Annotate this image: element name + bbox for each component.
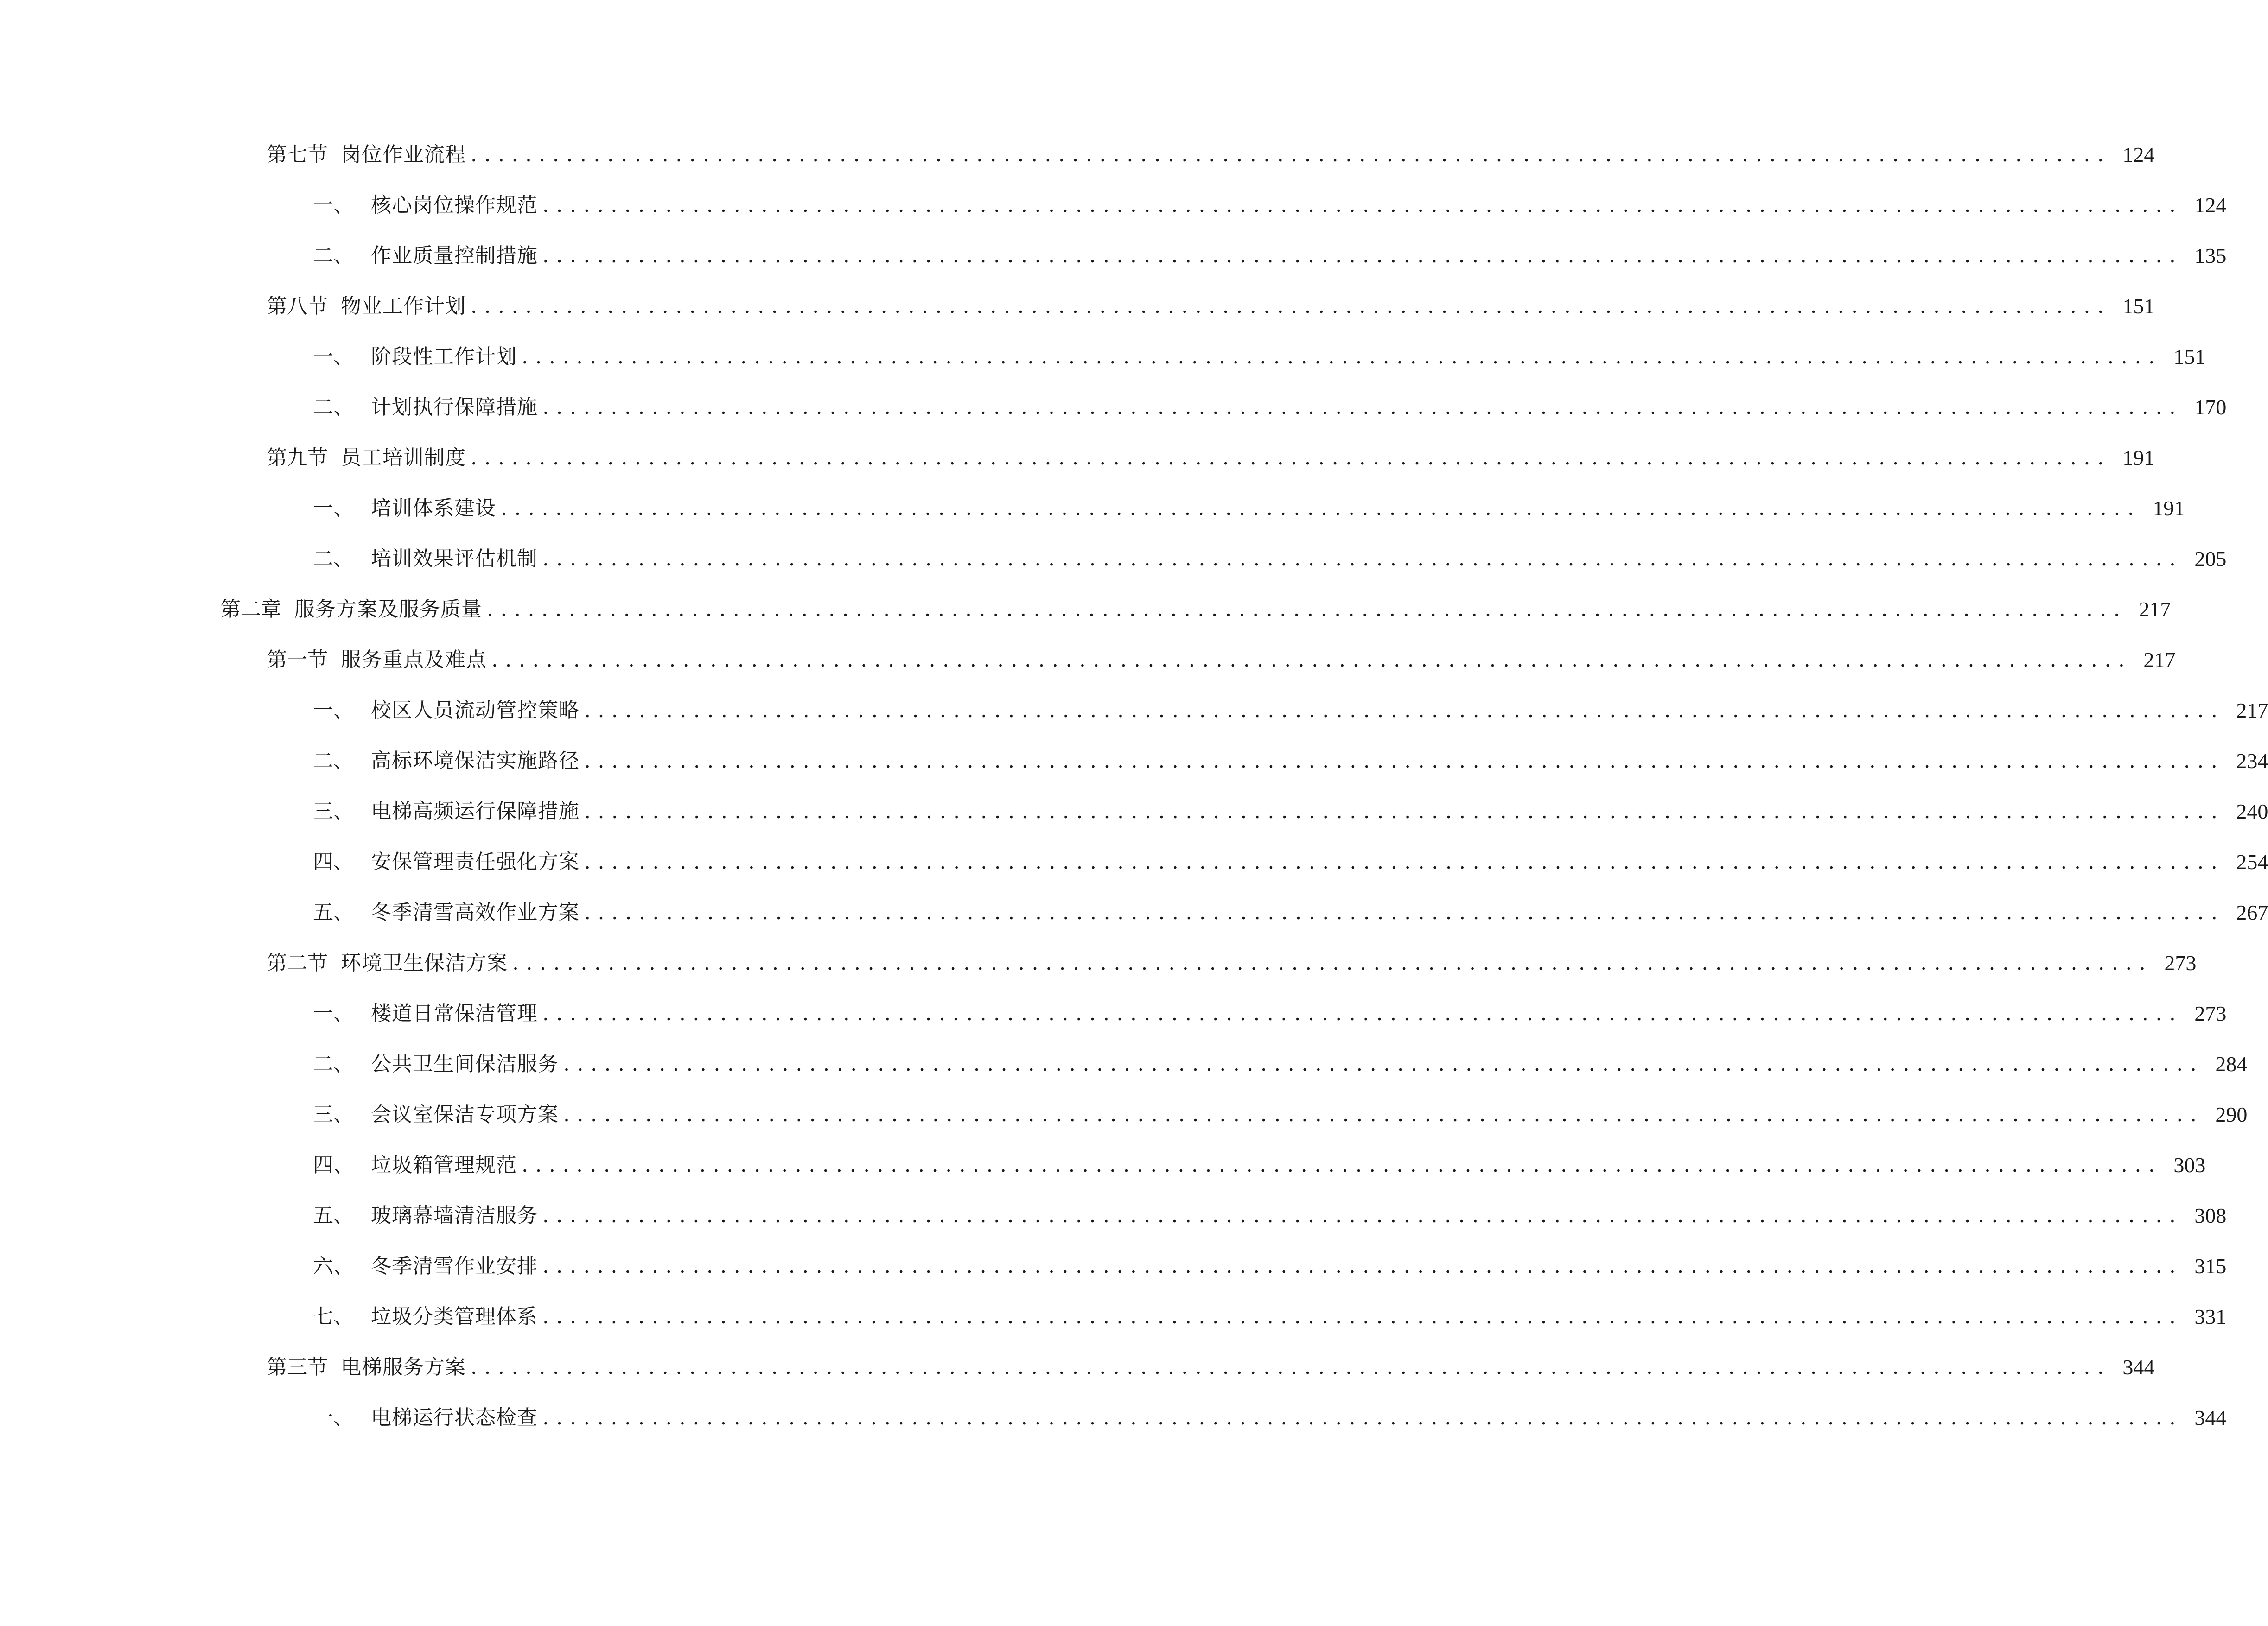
toc-entry-page: 135: [2194, 244, 2227, 267]
toc-entry-number: 第七节: [267, 143, 328, 166]
toc-dot-leader: ........................................................................................................................: [542, 193, 2183, 217]
toc-entry-page: 303: [2173, 1153, 2206, 1177]
toc-entry-page: 191: [2122, 446, 2155, 470]
toc-entry-number: 一、: [313, 1406, 354, 1429]
toc-entry[interactable]: [313, 1248, 2227, 1285]
toc-entry-title: 培训体系建设: [371, 496, 496, 520]
toc-entry-title: 冬季清雪高效作业方案: [371, 901, 580, 924]
toc-entry-title: 电梯服务方案: [341, 1355, 466, 1379]
toc-dot-leader: ........................................................................................................................: [512, 951, 2153, 975]
toc-entry-title: 培训效果评估机制: [371, 547, 538, 571]
toc-entry-page: 151: [2173, 345, 2206, 368]
toc-entry-title: 安保管理责任强化方案: [371, 850, 580, 874]
toc-entry-page: 254: [2236, 850, 2268, 874]
toc-entry-number: 四、: [313, 850, 354, 874]
toc-dot-leader: ........................................................................................................................: [471, 446, 2111, 470]
toc-entry[interactable]: [313, 338, 2206, 375]
toc-entry-number: 一、: [313, 345, 354, 368]
toc-entry[interactable]: [267, 136, 2155, 173]
toc-entry-number: 第一节: [267, 648, 328, 672]
toc-entry[interactable]: [267, 945, 2197, 982]
toc-entry-number: 第八节: [267, 294, 328, 318]
toc-entry-title: 公共卫生间保洁服务: [371, 1052, 559, 1076]
toc-entry-number: 六、: [313, 1254, 354, 1278]
toc-dot-leader: ........................................................................................................................: [584, 699, 2225, 722]
toc-entry-page: 151: [2122, 294, 2155, 318]
toc-entry[interactable]: [313, 995, 2227, 1032]
toc-dot-leader: ........................................................................................................................: [542, 1406, 2183, 1429]
toc-entry[interactable]: [313, 793, 2268, 830]
toc-entry-number: 第九节: [267, 446, 328, 470]
toc-entry-title: 玻璃幕墙清洁服务: [371, 1204, 538, 1227]
toc-entry-title: 计划执行保障措施: [371, 395, 538, 419]
toc-entry-number: 一、: [313, 496, 354, 520]
toc-entry[interactable]: [313, 490, 2185, 527]
toc-entry-page: 344: [2194, 1406, 2227, 1429]
toc-entry-number: 二、: [313, 244, 354, 267]
toc-entry-page: 217: [2139, 597, 2171, 621]
toc-entry[interactable]: [267, 288, 2155, 325]
toc-entry-title: 阶段性工作计划: [371, 345, 517, 368]
toc-entry-number: 七、: [313, 1305, 354, 1328]
toc-dot-leader: ........................................................................................................................: [471, 294, 2111, 318]
toc-entry-title: 会议室保洁专项方案: [371, 1103, 559, 1126]
toc-dot-leader: ........................................................................................................................: [542, 1204, 2183, 1227]
toc-dot-leader: ........................................................................................................................: [584, 800, 2225, 823]
toc-entry-number: 五、: [313, 1204, 354, 1227]
toc-entry-title: 作业质量控制措施: [371, 244, 538, 267]
toc-entry-title: 电梯运行状态检查: [371, 1406, 538, 1429]
toc-entry[interactable]: [313, 894, 2268, 931]
toc-dot-leader: ........................................................................................................................: [542, 1305, 2183, 1328]
toc-entry-page: 273: [2164, 951, 2197, 975]
toc-entry[interactable]: [267, 642, 2176, 679]
toc-entry[interactable]: [267, 439, 2155, 476]
toc-dot-leader: ........................................................................................................................: [563, 1052, 2204, 1076]
toc-entry-page: 290: [2215, 1103, 2248, 1126]
toc-dot-leader: ........................................................................................................................: [522, 1153, 2162, 1177]
toc-dot-leader: ........................................................................................................................: [584, 901, 2225, 924]
toc-entry-page: 267: [2236, 901, 2268, 924]
toc-entry[interactable]: [220, 591, 2171, 628]
toc-entry-title: 电梯高频运行保障措施: [371, 800, 580, 823]
toc-entry-number: 一、: [313, 699, 354, 722]
toc-dot-leader: ........................................................................................................................: [584, 850, 2225, 874]
toc-entry[interactable]: [313, 1096, 2248, 1133]
toc-entry[interactable]: [313, 1147, 2206, 1184]
toc-entry[interactable]: [313, 237, 2227, 274]
toc-entry[interactable]: [313, 743, 2268, 780]
toc-dot-leader: ........................................................................................................................: [542, 1254, 2183, 1278]
toc-dot-leader: ........................................................................................................................: [501, 496, 2141, 520]
toc-entry-title: 垃圾分类管理体系: [371, 1305, 538, 1328]
toc-entry-page: 240: [2236, 800, 2268, 823]
toc-entry[interactable]: [313, 389, 2227, 426]
toc-entry-number: 二、: [313, 1052, 354, 1076]
toc-entry-number: 五、: [313, 901, 354, 924]
toc-entry-title: 员工培训制度: [341, 446, 466, 470]
toc-entry-title: 高标环境保洁实施路径: [371, 749, 580, 773]
toc-entry-title: 服务重点及难点: [341, 648, 487, 672]
toc-dot-leader: ........................................................................................................................: [584, 749, 2225, 773]
toc-entry-title: 环境卫生保洁方案: [341, 951, 508, 975]
toc-entry-number: 二、: [313, 395, 354, 419]
toc-entry-number: 第二章: [220, 597, 281, 621]
toc-entry[interactable]: [313, 540, 2227, 578]
toc-entry[interactable]: [313, 844, 2268, 881]
toc-entry-page: 217: [2143, 648, 2176, 672]
toc-entry-number: 二、: [313, 749, 354, 773]
toc-dot-leader: ........................................................................................................................: [542, 547, 2183, 571]
toc-entry-page: 170: [2194, 395, 2227, 419]
toc-entry[interactable]: [313, 1298, 2227, 1335]
toc-entry-number: 四、: [313, 1153, 354, 1177]
toc-entry-page: 234: [2236, 749, 2268, 773]
toc-entry-page: 308: [2194, 1204, 2227, 1227]
toc-entry[interactable]: [313, 1197, 2227, 1234]
toc-entry-title: 楼道日常保洁管理: [371, 1002, 538, 1025]
toc-entry-page: 315: [2194, 1254, 2227, 1278]
toc-entry[interactable]: [313, 1399, 2227, 1436]
toc-dot-leader: ........................................................................................................................: [471, 143, 2111, 166]
toc-entry-page: 344: [2122, 1355, 2155, 1379]
toc-entry-title: 垃圾箱管理规范: [371, 1153, 517, 1177]
toc-entry-number: 一、: [313, 193, 354, 217]
toc-entry-page: 284: [2215, 1052, 2248, 1076]
toc-entry[interactable]: [313, 187, 2227, 224]
toc-entry-title: 校区人员流动管控策略: [371, 699, 580, 722]
toc-entry-page: 217: [2236, 699, 2268, 722]
toc-entry[interactable]: [313, 692, 2268, 729]
toc-dot-leader: ........................................................................................................................: [563, 1103, 2204, 1126]
toc-entry-page: 205: [2194, 547, 2227, 571]
toc-entry-number: 第三节: [267, 1355, 328, 1379]
toc-dot-leader: ........................................................................................................................: [471, 1355, 2111, 1379]
toc-dot-leader: ........................................................................................................................: [542, 1002, 2183, 1025]
toc-entry-number: 二、: [313, 547, 354, 571]
toc-entry-number: 第二节: [267, 951, 328, 975]
toc-entry-number: 三、: [313, 800, 354, 823]
toc-entry-title: 岗位作业流程: [341, 143, 466, 166]
toc-entry-page: 124: [2122, 143, 2155, 166]
toc-dot-leader: ........................................................................................................................: [491, 648, 2132, 672]
toc-dot-leader: ........................................................................................................................: [542, 244, 2183, 267]
toc-entry-title: 物业工作计划: [341, 294, 466, 318]
toc-entry-title: 冬季清雪作业安排: [371, 1254, 538, 1278]
toc-entry-page: 273: [2194, 1002, 2227, 1025]
toc-entry-page: 191: [2153, 496, 2185, 520]
toc-dot-leader: ........................................................................................................................: [487, 597, 2128, 621]
toc-entry[interactable]: [267, 1349, 2155, 1386]
toc-dot-leader: ........................................................................................................................: [522, 345, 2162, 368]
toc-entry[interactable]: [313, 1046, 2248, 1083]
toc-dot-leader: ........................................................................................................................: [542, 395, 2183, 419]
toc-entry-page: 331: [2194, 1305, 2227, 1328]
toc-entry-title: 核心岗位操作规范: [371, 193, 538, 217]
toc-entry-page: 124: [2194, 193, 2227, 217]
toc-entry-number: 三、: [313, 1103, 354, 1126]
toc-entry-title: 服务方案及服务质量: [294, 597, 482, 621]
toc-entry-number: 一、: [313, 1002, 354, 1025]
